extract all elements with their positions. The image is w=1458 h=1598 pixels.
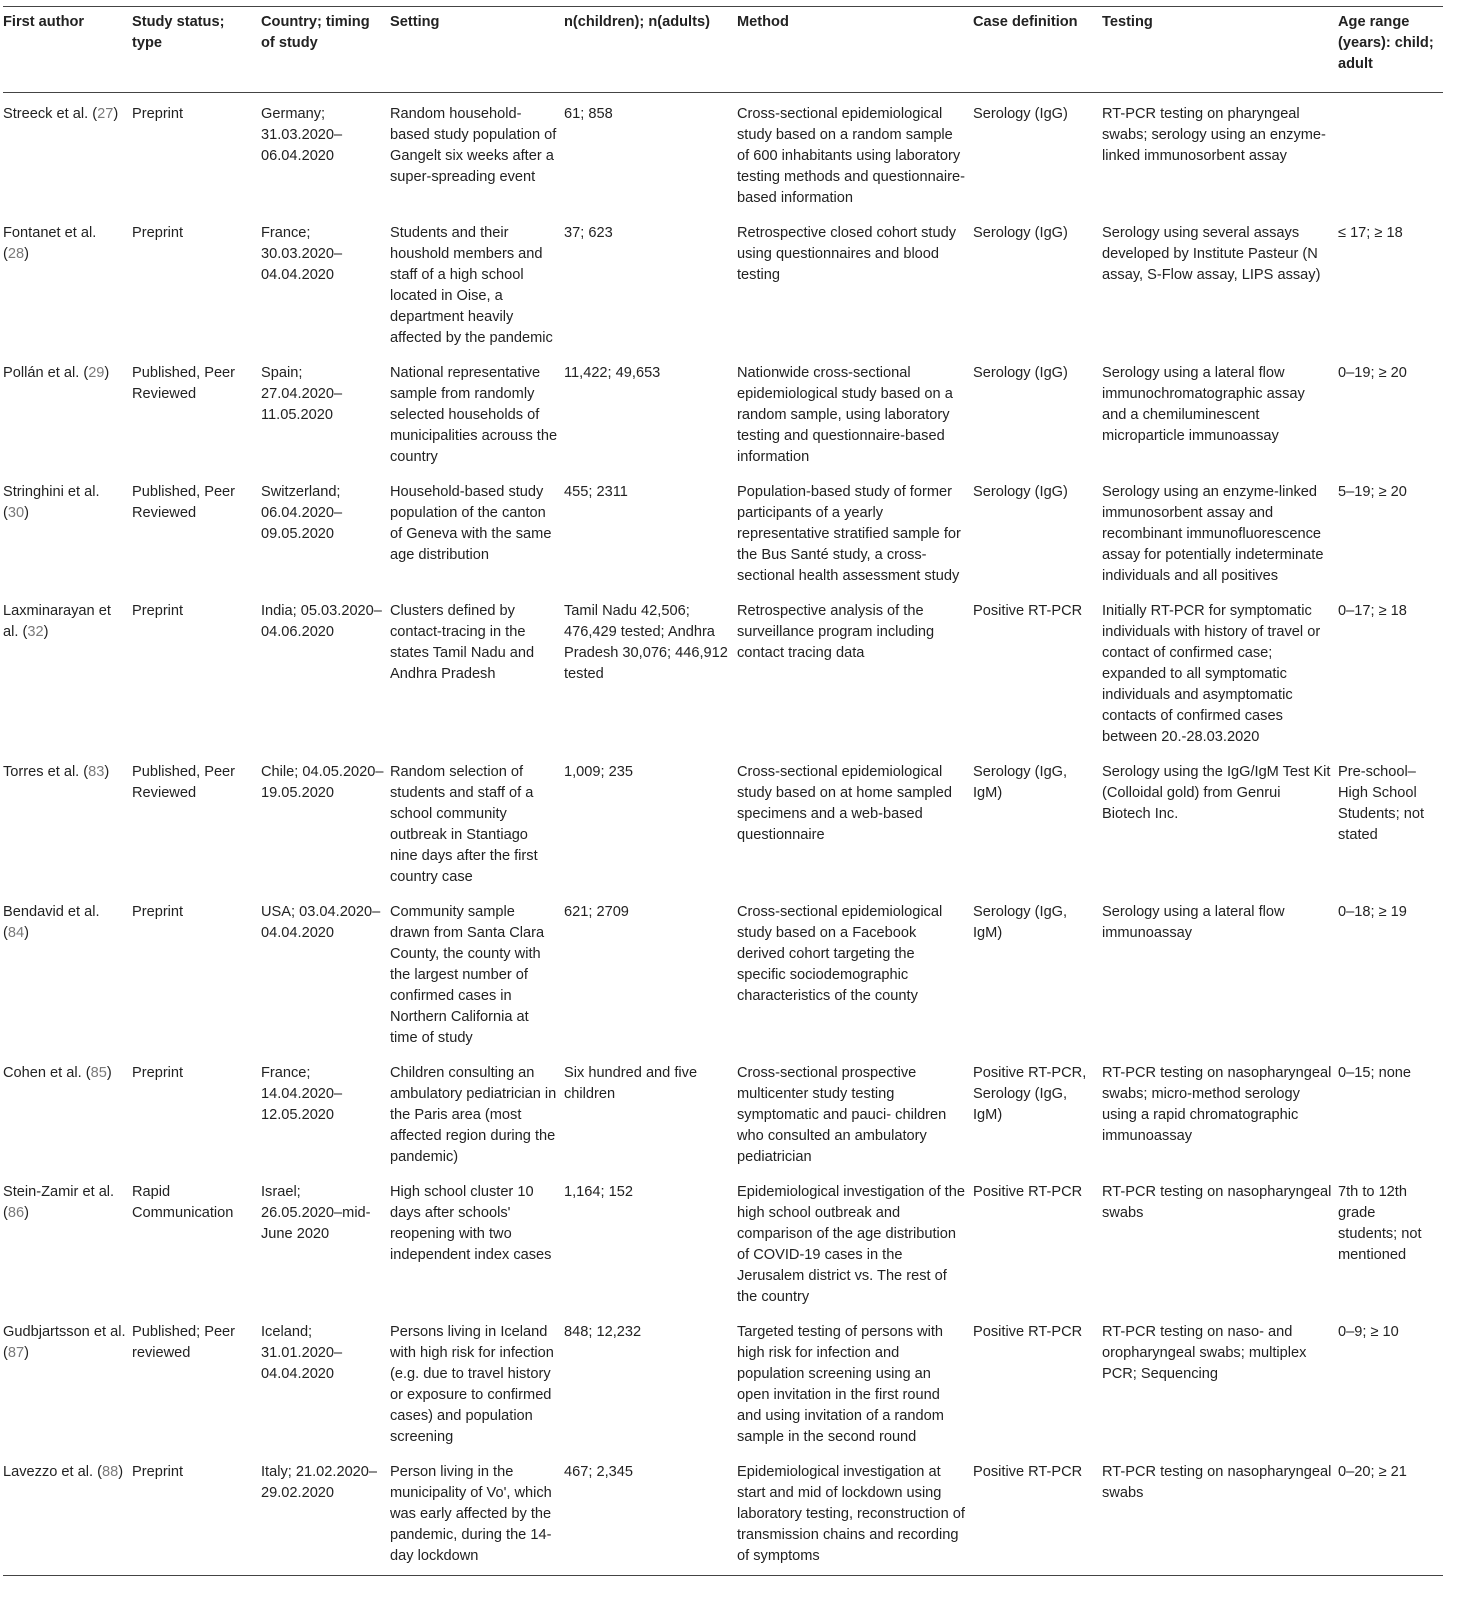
cell-age-range: Pre-school–High School Students; not stated [1338, 764, 1425, 843]
cell-country-timing: Spain; 27.04.2020–11.05.2020 [261, 365, 343, 423]
cell-n-children-adults: 1,009; 235 [564, 764, 633, 780]
cell-age-range: 5–19; ≥ 20 [1338, 484, 1407, 500]
cell-country-timing: Chile; 04.05.2020–19.05.2020 [261, 764, 384, 801]
table-row [3, 93, 1443, 213]
cell-n-children-adults: 621; 2709 [564, 904, 629, 920]
cell-first-author [3, 1311, 132, 1451]
cell-testing: RT-PCR testing on naso- and oropharyngeal swabs; multiplex PCR; Sequencing [1102, 1324, 1307, 1382]
cell-setting: Person living in the municipality of Vo', which was early affected by the pandemic, during the 14-day lockdown [390, 1451, 564, 1576]
cell-n-children-adults: 455; 2311 [564, 484, 628, 500]
cell-country-timing: India; 05.03.2020–04.06.2020 [261, 603, 382, 640]
cell-country-timing: USA; 03.04.2020–04.04.2020 [261, 904, 381, 941]
cell-setting: Children consulting an ambulatory pediatrician in the Paris area (most affected region during the pandemic) [390, 1065, 557, 1165]
cell-age-range: 0–19; ≥ 20 [1338, 365, 1407, 381]
cell-country-timing: France; 14.04.2020–12.05.2020 [261, 1065, 343, 1123]
cell-n-children-adults: 848; 12,232 [564, 1324, 642, 1340]
cell-method: Epidemiological investigation at start and mid of lockdown using laboratory testing, reconstruction of transmission chains and recording of symptoms [737, 1451, 973, 1576]
cell-testing: Initially RT-PCR for symptomatic individuals with history of travel or contact of confirmed case; expanded to all symptomatic individuals and asymptomatic contacts of confirmed cases between 20.-28.03.2020 [1102, 603, 1321, 745]
cell-case-definition: Serology (IgG, IgM) [973, 904, 1068, 941]
cell-age-range: 0–17; ≥ 18 [1338, 603, 1407, 619]
reference-link[interactable]: 27 [97, 106, 114, 122]
cell-testing: RT-PCR testing on nasopharyngeal swabs; micro-method serology using a rapid chromatographic immunoassay [1102, 1065, 1332, 1144]
reference-link[interactable]: 88 [101, 1464, 119, 1480]
cell-study-status: Preprint [132, 106, 184, 122]
header-setting: Setting [390, 7, 564, 93]
cell-method: Retrospective analysis of the surveillance program including contact tracing data [737, 603, 935, 661]
cell-n-children-adults: 37; 623 [564, 225, 613, 241]
cell-testing: RT-PCR testing on nasopharyngeal swabs [1102, 1184, 1332, 1221]
cell-n-children-adults: 467; 2,345 [564, 1451, 737, 1576]
studies-table [3, 6, 1443, 1576]
cell-setting: National representative sample from randomly selected households of municipalities acrouss the country [390, 365, 558, 465]
header-method: Method [737, 7, 973, 93]
table-row [3, 1311, 1443, 1451]
cell-age-range: 0–20; ≥ 21 [1338, 1451, 1443, 1576]
author-name: Gudbjartsson et al. ( [3, 1324, 126, 1361]
table-row [3, 1052, 1443, 1171]
cell-setting: Random household-based study population of Gangelt six weeks after a super-spreading event [390, 106, 557, 185]
cell-testing: RT-PCR testing on pharyngeal swabs; serology using an enzyme-linked immunosorbent assay [1102, 106, 1326, 164]
table-row [3, 352, 1443, 471]
header-case-definition: Case definition [973, 7, 1102, 93]
cell-n-children-adults: Six hundred and five children [564, 1065, 698, 1102]
cell-country-timing: Switzerland; 06.04.2020–09.05.2020 [261, 484, 343, 542]
cell-study-status: Published; Peer reviewed [132, 1324, 236, 1361]
cell-method: Targeted testing of persons with high risk for infection and population screening using an open invitation in the first round and using invitation of a random sample in the second round [737, 1324, 944, 1445]
reference-link[interactable]: 84 [7, 925, 25, 941]
reference-link[interactable]: 83 [88, 764, 105, 780]
author-name: Laxminarayan et al. ( [3, 603, 111, 640]
cell-age-range: 7th to 12th grade students; not mentioned [1338, 1184, 1422, 1263]
table-row [3, 590, 1443, 751]
cell-setting: Random selection of students and staff of a school community outbreak in Stantiago nine days after the first country case [390, 764, 538, 885]
author-name: Stringhini et al. ( [3, 484, 100, 521]
cell-case-definition: Serology (IgG) [973, 365, 1068, 381]
author-paren-close: ) [104, 764, 110, 780]
cell-testing: RT-PCR testing on nasopharyngeal swabs [1102, 1451, 1338, 1576]
author-paren-close: ) [106, 1065, 112, 1081]
reference-link[interactable]: 85 [90, 1065, 107, 1081]
cell-case-definition: Serology (IgG, IgM) [973, 764, 1068, 801]
author-paren-close: ) [24, 1205, 29, 1221]
table-row [3, 891, 1443, 1052]
cell-country-timing: Italy; 21.02.2020–29.02.2020 [261, 1451, 390, 1576]
cell-method: Epidemiological investigation of the high school outbreak and comparison of the age distribution of COVID-19 cases in the Jerusalem district vs. The rest of the country [737, 1184, 965, 1305]
cell-setting: Household-based study population of the canton of Geneva with the same age distribution [390, 484, 552, 563]
cell-age-range [1338, 93, 1443, 213]
cell-testing: Serology using several assays developed by Institute Pasteur (N assay, S-Flow assay, LIPS assay) [1102, 225, 1321, 283]
cell-country-timing: Germany; 31.03.2020–06.04.2020 [261, 106, 343, 164]
table-row [3, 1451, 1443, 1576]
author-paren-close: ) [113, 106, 119, 122]
author-name: Pollán et al. ( [3, 365, 89, 381]
cell-case-definition: Positive RT-PCR [973, 1184, 1083, 1200]
cell-setting: Persons living in Iceland with high risk for infection (e.g. due to travel history or exposure to confirmed cases) and population screening [390, 1324, 554, 1445]
cell-first-author [3, 751, 132, 891]
cell-setting: Students and their houshold members and staff of a high school located in Oise, a department heavily affected by the pandemic [390, 225, 553, 346]
cell-first-author [3, 1052, 132, 1171]
cell-case-definition: Serology (IgG) [973, 106, 1068, 122]
author-paren-close: ) [24, 1345, 29, 1361]
table-row [3, 212, 1443, 352]
cell-method: Cross-sectional epidemiological study based on at home sampled specimens and a web-based questionnaire [737, 764, 952, 843]
author-name: Bendavid et al. ( [3, 904, 100, 941]
cell-setting: Clusters defined by contact-tracing in the states Tamil Nadu and Andhra Pradesh [390, 603, 535, 682]
cell-method: Cross-sectional epidemiological study based on a Facebook derived cohort targeting the specific sociodemographic characteristics of the county [737, 904, 943, 1004]
cell-testing: Serology using an enzyme-linked immunosorbent assay and recombinant immunofluorescence assay for potentially indeterminate individuals and all positives [1102, 484, 1324, 584]
header-country-timing: Country; timing of study [261, 7, 390, 93]
cell-method: Cross-sectional epidemiological study based on a random sample of 600 inhabitants using laboratory testing methods and questionnaire-based information [737, 106, 965, 206]
cell-testing: Serology using the IgG/IgM Test Kit (Colloidal gold) from Genrui Biotech Inc. [1102, 764, 1331, 822]
cell-case-definition: Positive RT-PCR [973, 1451, 1102, 1576]
cell-case-definition: Positive RT-PCR [973, 1324, 1083, 1340]
cell-case-definition: Positive RT-PCR, Serology (IgG, IgM) [973, 1065, 1087, 1123]
cell-study-status: Preprint [132, 904, 184, 920]
reference-link[interactable]: 29 [88, 365, 105, 381]
header-first-author: First author [3, 7, 132, 93]
author-paren-close: ) [43, 624, 49, 640]
cell-n-children-adults: 11,422; 49,653 [564, 365, 661, 381]
cell-first-author [3, 212, 132, 352]
cell-study-status: Rapid Communication [132, 1184, 234, 1221]
cell-testing: Serology using a lateral flow immunochromatographic assay and a chemiluminescent microparticle immunoassay [1102, 365, 1305, 444]
author-name: Torres et al. ( [3, 764, 89, 780]
cell-study-status: Preprint [132, 1065, 184, 1081]
cell-study-status: Preprint [132, 603, 184, 619]
reference-link[interactable]: 28 [7, 246, 25, 262]
cell-age-range: 0–9; ≥ 10 [1338, 1324, 1399, 1340]
reference-link[interactable]: 86 [7, 1205, 25, 1221]
cell-setting: High school cluster 10 days after schools' reopening with two independent index cases [390, 1184, 552, 1263]
cell-age-range: ≤ 17; ≥ 18 [1338, 225, 1403, 241]
author-name: Streeck et al. ( [3, 106, 98, 122]
cell-first-author [3, 471, 132, 590]
author-paren-close: ) [24, 505, 29, 521]
header-row [3, 7, 1443, 93]
cell-study-status: Published, Peer Reviewed [132, 484, 236, 521]
reference-link[interactable]: 30 [7, 505, 25, 521]
header-testing: Testing [1102, 7, 1338, 93]
cell-study-status: Published, Peer Reviewed [132, 365, 236, 402]
table-header [3, 7, 1443, 93]
table-row [3, 1171, 1443, 1311]
author-paren-close: ) [104, 365, 110, 381]
table-row [3, 471, 1443, 590]
author-name: Stein-Zamir et al. ( [3, 1184, 115, 1221]
cell-country-timing: France; 30.03.2020–04.04.2020 [261, 225, 343, 283]
author-paren-close: ) [118, 1464, 124, 1480]
cell-method: Population-based study of former participants of a yearly representative stratified sample for the Bus Santé study, a cross-sectional health assessment study [737, 484, 961, 584]
cell-study-status: Preprint [132, 1451, 261, 1576]
cell-method: Retrospective closed cohort study using questionnaires and blood testing [737, 225, 957, 283]
table-body [3, 93, 1443, 1576]
cell-method: Nationwide cross-sectional epidemiological study based on a random sample, using laboratory testing and questionnaire-based information [737, 365, 953, 465]
cell-age-range: 0–15; none [1338, 1065, 1412, 1081]
cell-setting: Community sample drawn from Santa Clara County, the county with the largest number of confirmed cases in Northern California at time of study [390, 904, 545, 1046]
cell-first-author [3, 1451, 132, 1576]
table-row [3, 751, 1443, 891]
cell-n-children-adults: 61; 858 [564, 106, 613, 122]
author-name: Cohen et al. ( [3, 1065, 91, 1081]
cell-n-children-adults: 1,164; 152 [564, 1184, 633, 1200]
cell-first-author [3, 1171, 132, 1311]
cell-first-author [3, 891, 132, 1052]
author-paren-close: ) [24, 925, 29, 941]
cell-first-author [3, 352, 132, 471]
cell-method: Cross-sectional prospective multicenter study testing symptomatic and pauci- children who consulted an ambulatory pediatrician [737, 1065, 947, 1165]
cell-study-status: Preprint [132, 225, 184, 241]
cell-case-definition: Serology (IgG) [973, 484, 1068, 500]
author-name: Fontanet et al. ( [3, 225, 97, 262]
reference-link[interactable]: 87 [7, 1345, 25, 1361]
cell-study-status: Published, Peer Reviewed [132, 764, 236, 801]
header-n-children-adults: n(children); n(adults) [564, 7, 737, 93]
cell-n-children-adults: Tamil Nadu 42,506; 476,429 tested; Andhra Pradesh 30,076; 446,912 tested [564, 603, 728, 682]
author-paren-close: ) [24, 246, 29, 262]
cell-country-timing: Israel; 26.05.2020–mid-June 2020 [261, 1184, 371, 1242]
author-name: Lavezzo et al. ( [3, 1464, 102, 1480]
cell-case-definition: Positive RT-PCR [973, 603, 1083, 619]
cell-first-author [3, 93, 132, 213]
cell-first-author [3, 590, 132, 751]
header-age-range: Age range (years): child; adult [1338, 7, 1443, 93]
cell-country-timing: Iceland; 31.01.2020–04.04.2020 [261, 1324, 343, 1382]
cell-age-range: 0–18; ≥ 19 [1338, 904, 1407, 920]
cell-case-definition: Serology (IgG) [973, 225, 1068, 241]
cell-testing: Serology using a lateral flow immunoassay [1102, 904, 1285, 941]
header-study-status: Study status; type [132, 7, 261, 93]
reference-link[interactable]: 32 [27, 624, 44, 640]
